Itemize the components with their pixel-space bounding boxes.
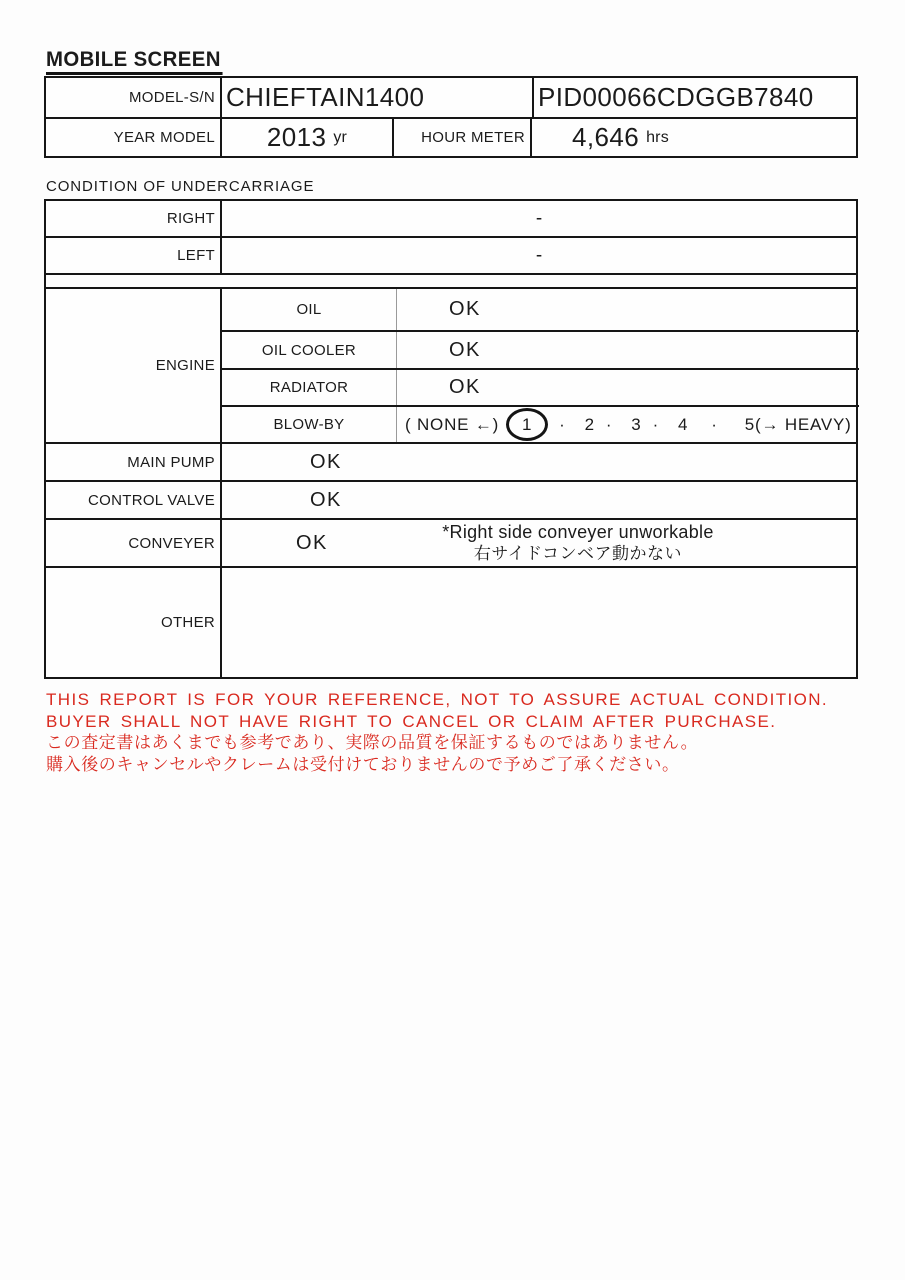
spacer-row xyxy=(46,273,856,287)
blow-by-scale-suffix: (→ HEAVY) xyxy=(755,414,852,434)
disclaimer-line-4: 購入後のキャンセルやクレームは受付けておりませんので予めご了承ください。 xyxy=(46,754,680,774)
scale-dot: · xyxy=(559,414,566,434)
year-hour-row xyxy=(46,117,856,156)
engine-subrows xyxy=(222,289,859,442)
left-label: LEFT xyxy=(46,238,222,273)
other-label: OTHER xyxy=(46,568,222,677)
blow-by-value-4: 4 xyxy=(678,414,689,434)
engine-blow-by-row xyxy=(222,405,859,442)
main-pump-label: MAIN PUMP xyxy=(46,444,222,480)
left-value: - xyxy=(535,244,543,266)
scale-dot: · xyxy=(652,414,660,434)
control-valve-value: OK xyxy=(310,488,342,511)
conveyer-note-en: *Right side conveyer unworkable xyxy=(442,522,714,542)
blow-by-scale-prefix: ( NONE ←) xyxy=(405,414,500,434)
main-pump-value: OK xyxy=(310,450,342,473)
radiator-label: RADIATOR xyxy=(222,370,397,405)
conveyer-row xyxy=(46,518,856,566)
control-valve-label: CONTROL VALVE xyxy=(46,482,222,518)
year-unit: yr xyxy=(333,128,348,146)
model-sn-label: MODEL-S/N xyxy=(46,78,222,117)
blow-by-selected-value: 1 xyxy=(521,414,533,434)
scale-dot: · xyxy=(711,414,718,434)
disclaimer-line-2: BUYER SHALL NOT HAVE RIGHT TO CANCEL OR CLAIM AFTER PURCHASE. xyxy=(46,711,777,731)
scale-dot: · xyxy=(605,414,613,434)
blow-by-value-3: 3 xyxy=(631,414,642,434)
disclaimer-line-3: この査定書はあくまでも参考であり、実際の品質を保証するものではありません。 xyxy=(46,733,699,752)
model-sn-row xyxy=(46,78,856,117)
conveyer-value: OK xyxy=(296,531,328,554)
engine-group xyxy=(46,289,856,442)
control-valve-row xyxy=(46,480,856,518)
hours-unit: hrs xyxy=(646,128,669,146)
radiator-value: OK xyxy=(449,376,481,398)
page-title: MOBILE SCREEN xyxy=(46,49,223,75)
conveyer-note-ja: 右サイドコンベア動かない xyxy=(473,544,683,563)
hours-value-cell xyxy=(532,119,856,156)
year-value-cell xyxy=(222,119,394,156)
engine-oil-row xyxy=(222,289,859,330)
conveyer-note xyxy=(328,522,856,564)
inspection-table xyxy=(44,287,858,679)
conveyer-value-cell xyxy=(222,520,856,566)
selected-rating-circle xyxy=(506,408,548,441)
right-label: RIGHT xyxy=(46,201,222,236)
blow-by-value-2: 2 xyxy=(584,414,595,434)
other-row xyxy=(46,566,856,677)
undercarriage-right-row xyxy=(46,201,856,236)
machine-info-table xyxy=(44,76,858,158)
hours-value: 4,646 xyxy=(572,122,640,152)
right-value: - xyxy=(535,207,543,229)
undercarriage-table xyxy=(44,199,858,287)
disclaimer-line-1: THIS REPORT IS FOR YOUR REFERENCE, NOT TO ASSURE ACTUAL CONDITION. xyxy=(46,690,829,709)
blow-by-value-5: 5 xyxy=(744,414,756,434)
blow-by-label: BLOW-BY xyxy=(222,407,397,442)
disclaimer-block xyxy=(46,689,828,775)
main-pump-row xyxy=(46,442,856,480)
year-model-label: YEAR MODEL xyxy=(46,119,222,156)
oil-cooler-label: OIL COOLER xyxy=(222,332,397,368)
serial-value: PID00066CDGGB7840 xyxy=(538,82,814,112)
engine-radiator-row xyxy=(222,368,859,405)
oil-cooler-value: OK xyxy=(449,338,481,361)
engine-label: ENGINE xyxy=(46,289,222,442)
undercarriage-section-label: CONDITION OF UNDERCARRIAGE xyxy=(46,178,315,195)
oil-label: OIL xyxy=(222,289,397,330)
hour-meter-label: HOUR METER xyxy=(394,119,532,156)
conveyer-label: CONVEYER xyxy=(46,520,222,566)
engine-oil-cooler-row xyxy=(222,330,859,368)
year-value: 2013 xyxy=(266,122,327,152)
model-value: CHIEFTAIN1400 xyxy=(222,78,534,117)
blow-by-scale xyxy=(397,407,859,442)
other-value xyxy=(222,568,856,677)
undercarriage-left-row xyxy=(46,236,856,273)
oil-value: OK xyxy=(449,298,481,320)
